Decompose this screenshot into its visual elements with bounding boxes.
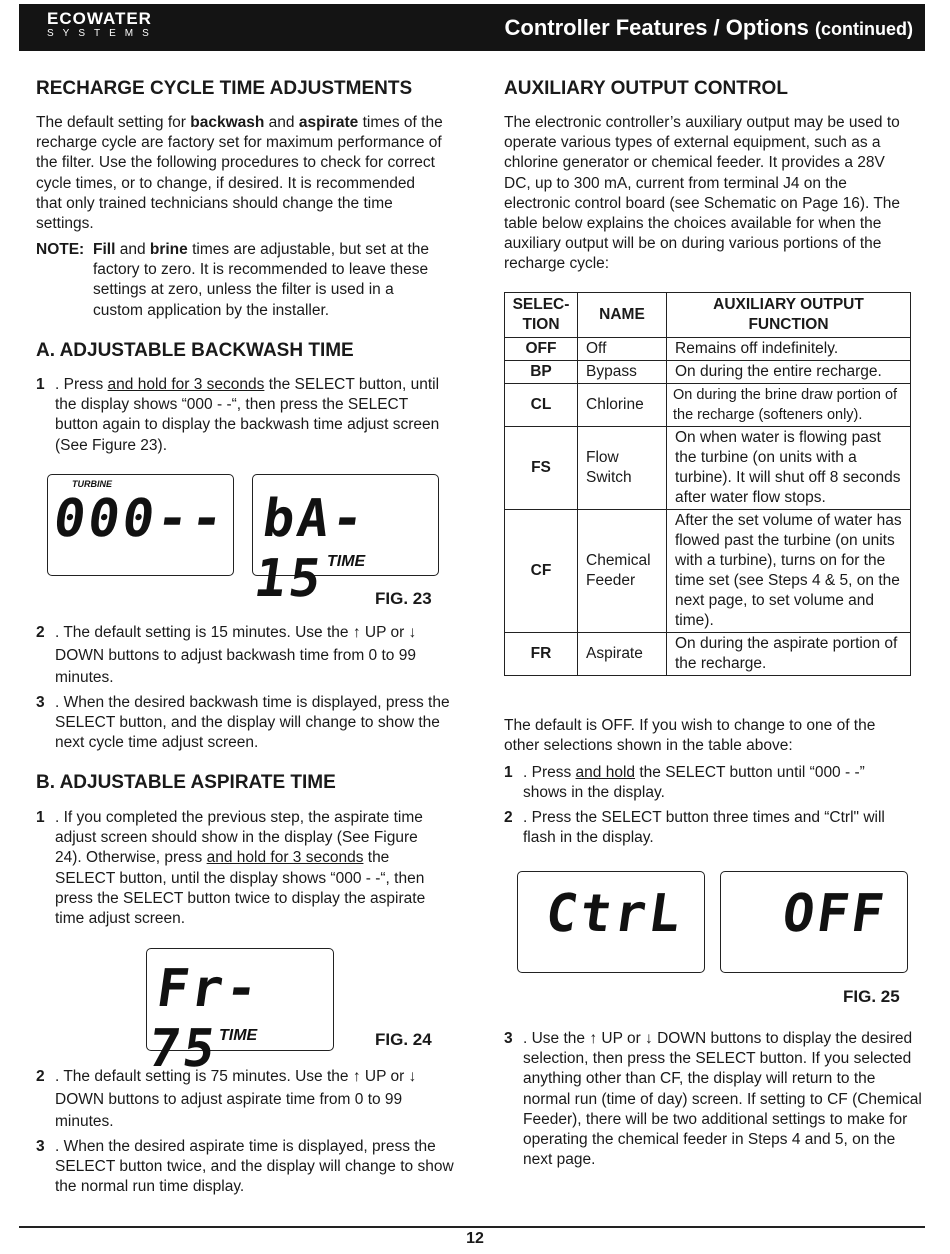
col-header-function: AUXILIARY OUTPUT FUNCTION xyxy=(667,293,911,338)
text: and xyxy=(115,241,150,258)
brand-logo xyxy=(47,10,158,40)
heading-backwash: A. ADJUSTABLE BACKWASH TIME xyxy=(36,340,354,361)
page-title xyxy=(505,15,913,41)
lcd-label-turbine: TURBINE xyxy=(72,479,112,489)
text: . Press xyxy=(523,764,576,781)
cell-code: OFF xyxy=(505,338,578,361)
underlined-text: and hold for 3 seconds xyxy=(107,376,265,393)
aspirate-step-3 xyxy=(36,1137,455,1198)
figure-25-label: FIG. 25 xyxy=(843,987,900,1006)
table-row xyxy=(505,427,911,510)
lcd-display-turbine xyxy=(47,474,234,576)
aspirate-step-2 xyxy=(36,1066,455,1134)
lcd-digits: Fr- 75 xyxy=(144,959,265,1079)
lcd-digits: bA- 15 xyxy=(250,489,371,609)
cell-name: Chlorine xyxy=(578,384,667,427)
lcd-digits: OFF xyxy=(778,884,891,944)
note-label: NOTE: xyxy=(36,241,85,258)
table-header-row xyxy=(505,293,911,338)
note-text xyxy=(93,240,443,321)
lcd-time-label: TIME xyxy=(327,553,366,570)
lcd-time-label: TIME xyxy=(219,1027,258,1044)
text: . The default setting is 75 minutes. Use the xyxy=(55,1068,353,1085)
bold-text: backwash xyxy=(190,114,265,131)
col-header-name: NAME xyxy=(578,293,667,338)
cell-code: BP xyxy=(505,361,578,384)
aux-step-2 xyxy=(504,808,913,848)
text: the SELECT button until “000 - -” shows in the display. xyxy=(523,764,865,802)
lcd-display-ctrl xyxy=(517,871,705,973)
heading-auxiliary-output: AUXILIARY OUTPUT CONTROL xyxy=(504,78,788,99)
cell-code: FS xyxy=(505,427,578,510)
footer-divider xyxy=(19,1226,925,1228)
cell-name: Flow Switch xyxy=(578,427,667,510)
underlined-text: and hold for 3 seconds xyxy=(206,849,364,867)
text: . When the desired aspirate time is displayed, press the SELECT button twice, and the display will change to show the normal run time display. xyxy=(55,1138,454,1196)
step-number: 1 xyxy=(36,809,45,826)
step-number: 2 xyxy=(36,1068,45,1085)
bold-text: aspirate xyxy=(298,114,359,131)
cell-name: Chemical Feeder xyxy=(578,510,667,633)
heading-aspirate: B. ADJUSTABLE ASPIRATE TIME xyxy=(36,772,336,793)
aux-step-3 xyxy=(504,1029,923,1170)
step-number: 1 xyxy=(36,376,45,393)
table-row xyxy=(505,338,911,361)
text: . The default setting is 15 minutes. Use the xyxy=(55,624,353,641)
text: . Use the xyxy=(523,1030,590,1047)
cell-function: Remains off indefinitely. xyxy=(667,338,911,361)
text: . Press the SELECT button three times and “Ctrl" will flash in the display. xyxy=(523,809,885,847)
text: . If you completed the previous step, the aspirate time adjust screen should show in the display (See Figure 24). Otherwise, press xyxy=(55,809,423,867)
cell-function: On when water is flowing past the turbine (on units with a turbine). It will shut off 8 seconds after water flow stops. xyxy=(667,427,911,510)
lcd-digits: CtrL xyxy=(541,884,688,944)
backwash-step-2 xyxy=(36,622,455,690)
aux-intro-paragraph: The electronic controller’s auxiliary output may be used to operate various types of external equipment, such as a chlorine generator or chemical feeder. It provides a 28V DC, up to 300 mA, current from terminal J4 on the electronic control board (see Schematic on Page 16). The table below explains the choices available for when the auxiliary output will be on during various portions of the recharge cycle: xyxy=(504,114,901,273)
cell-function: On during the aspirate portion of the recharge. xyxy=(667,633,911,676)
step-number: 3 xyxy=(504,1030,513,1047)
bold-text: Fill xyxy=(93,241,116,258)
table-row xyxy=(505,633,911,676)
page-title-main: Controller Features / Options xyxy=(504,15,809,40)
step-number: 2 xyxy=(36,624,45,641)
cell-name: Aspirate xyxy=(578,633,667,676)
text: times of the recharge cycle are factory set for maximum performance of the filter. Use the following procedures to check for correct cycle times, or to change, if desired. It is recommended that only trained technicians should change the time settings. xyxy=(36,114,443,233)
step-number: 2 xyxy=(504,809,513,826)
text: UP or xyxy=(597,1030,646,1047)
page-header xyxy=(19,4,925,51)
heading-recharge-cycle: RECHARGE CYCLE TIME ADJUSTMENTS xyxy=(36,78,413,99)
backwash-step-3 xyxy=(36,693,455,754)
cell-code: FR xyxy=(505,633,578,676)
step-number: 3 xyxy=(36,1138,45,1155)
cell-function: On during the entire recharge. xyxy=(667,361,911,384)
figure-23-label: FIG. 23 xyxy=(375,589,432,608)
down-arrow-icon: ↓ xyxy=(645,1030,653,1047)
col-header-selection: SELEC-TION xyxy=(505,293,578,338)
lcd-digits: 000-- xyxy=(49,489,230,549)
up-arrow-icon: ↑ xyxy=(352,624,361,641)
up-arrow-icon: ↑ xyxy=(352,1068,361,1085)
backwash-step-1 xyxy=(36,375,445,456)
text: DOWN buttons to display the desired selection, then press the SELECT button. If you selected anything other than CF, the display will return to the normal run (time of day) screen. If setting to CF (Chemical Feeder), there will be two additional settings to make for operating the chemical feeder in Steps 4 and 5, on the next page. xyxy=(523,1030,922,1169)
down-arrow-icon: ↓ xyxy=(408,624,417,641)
cell-function: On during the brine draw portion of the recharge (softeners only). xyxy=(667,384,911,427)
aspirate-step-1 xyxy=(36,808,445,929)
default-paragraph: The default is OFF. If you wish to change to one of the other selections shown in the table above: xyxy=(504,717,876,755)
down-arrow-icon: ↓ xyxy=(408,1068,417,1085)
intro-paragraph xyxy=(36,113,444,234)
table-row xyxy=(505,510,911,633)
aux-step-1 xyxy=(504,763,913,803)
note-block xyxy=(36,240,444,319)
text: The default setting for xyxy=(36,114,191,131)
text: . When the desired backwash time is displayed, press the SELECT button, and the display will change to show the next cycle time adjust screen. xyxy=(55,694,450,752)
text: times are adjustable, but set at the factory to zero. It is recommended to leave these settings at zero, unless the filter is used in a custom application by the installer. xyxy=(93,241,430,319)
cell-name: Off xyxy=(578,338,667,361)
table-row xyxy=(505,384,911,427)
text: DOWN buttons to adjust backwash time from 0 to 99 minutes. xyxy=(55,646,416,686)
page-title-suffix: (continued) xyxy=(815,19,913,39)
lcd-display-aspirate xyxy=(144,948,334,1079)
page-number: 12 xyxy=(466,1230,484,1247)
cell-name: Bypass xyxy=(578,361,667,384)
brand-subtitle: SYSTEMS xyxy=(47,28,158,39)
text: . Press xyxy=(55,376,108,393)
figure-24-label: FIG. 24 xyxy=(375,1030,432,1049)
cell-code: CF xyxy=(505,510,578,633)
lcd-display-off xyxy=(720,871,908,973)
text: the SELECT button, until the display shows “000 - -“, then press the SELECT button twice to display the aspirate time adjust screen. xyxy=(55,849,426,928)
text: UP or xyxy=(360,624,409,641)
text: the SELECT button, until the display shows “000 - -“, then press the SELECT button again to display the backwash time adjust screen (See Figure 23). xyxy=(55,376,440,454)
aux-output-table xyxy=(504,292,911,676)
text: UP or xyxy=(360,1068,409,1085)
text: DOWN buttons to adjust aspirate time from 0 to 99 minutes. xyxy=(55,1090,403,1130)
cell-function: After the set volume of water has flowed past the turbine (on units with a turbine), turns on for the time set (see Steps 4 & 5, on the next page, to set volume and time). xyxy=(667,510,911,633)
bold-text: brine xyxy=(149,241,188,258)
up-arrow-icon: ↑ xyxy=(589,1030,598,1047)
text: and xyxy=(264,114,299,131)
step-number: 3 xyxy=(36,694,45,711)
underlined-text: and hold xyxy=(575,764,636,781)
step-number: 1 xyxy=(504,764,513,781)
table-row xyxy=(505,361,911,384)
brand-name: ECOWATER xyxy=(47,9,152,28)
cell-code: CL xyxy=(505,384,578,427)
